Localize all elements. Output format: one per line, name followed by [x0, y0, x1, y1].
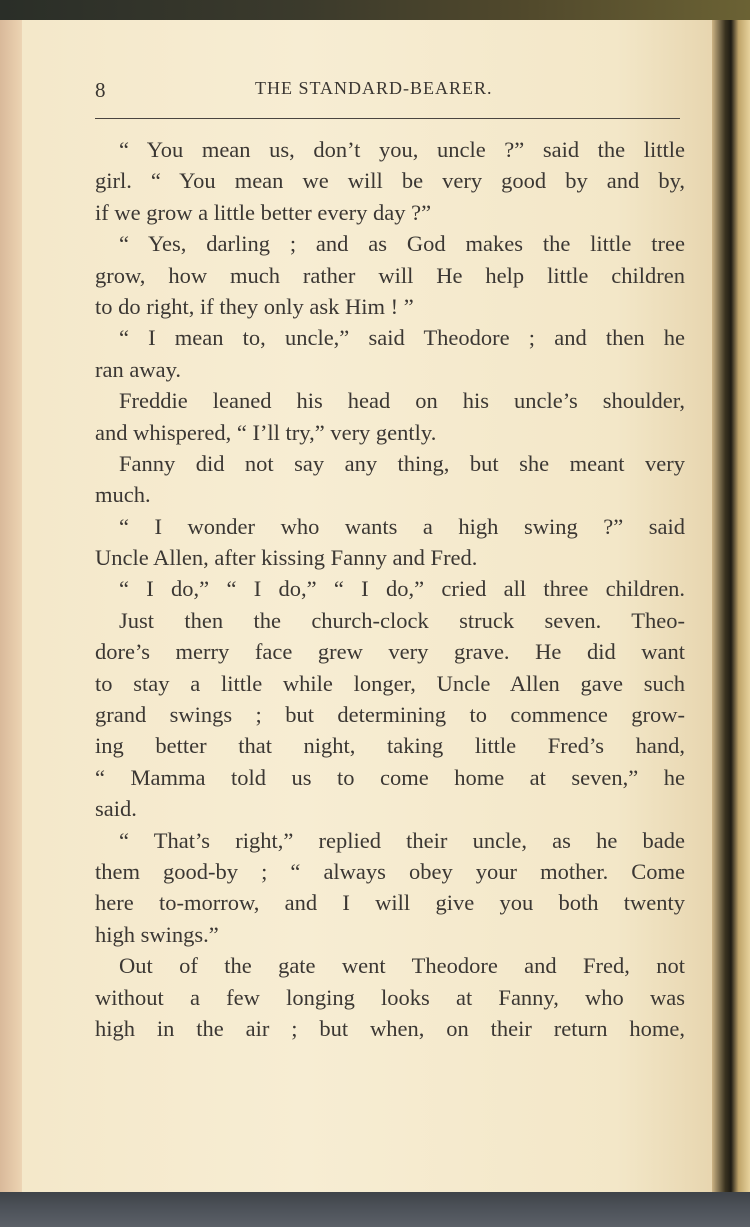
page-number: 8	[95, 78, 106, 102]
text-line: grand swings ; but determining to commence grow-	[95, 702, 685, 728]
page-header	[95, 76, 680, 106]
header-rule	[95, 118, 680, 119]
text-line: Just then the church-clock struck seven. Theo-	[119, 607, 685, 633]
book-spine-edge	[712, 20, 750, 1195]
text-line: “ Mamma told us to come home at seven,” he	[95, 764, 685, 790]
text-line: “ You mean us, don’t you, uncle ?” said the little	[119, 137, 685, 162]
text-line: Freddie leaned his head on his uncle’s shoulder,	[119, 388, 685, 414]
book-top-edge	[0, 0, 750, 22]
text-line: without a few longing looks at Fanny, who was	[95, 984, 685, 1010]
text-line: said.	[95, 796, 137, 822]
text-line: them good-by ; “ always obey your mother. Come	[95, 858, 685, 884]
text-line: high in the air ; but when, on their return home,	[95, 1015, 685, 1041]
text-line: if we grow a little better every day ?”	[95, 199, 432, 225]
text-line: to do right, if they only ask Him ! ”	[95, 293, 414, 319]
text-line: Fanny did not say any thing, but she meant very	[119, 450, 685, 476]
book-bottom-edge	[0, 1192, 750, 1227]
text-line: ing better that night, taking little Fred’s hand,	[95, 733, 685, 759]
text-line: girl. “ You mean we will be very good by and by,	[95, 168, 685, 194]
text-line: ran away.	[95, 356, 181, 382]
text-line: “ Yes, darling ; and as God makes the little tree	[119, 231, 685, 257]
text-line: Out of the gate went Theodore and Fred, not	[119, 953, 685, 979]
text-line: here to-morrow, and I will give you both twenty	[95, 890, 685, 916]
text-line: “ I mean to, uncle,” said Theodore ; and then he	[119, 325, 685, 351]
text-line: to stay a little while longer, Uncle Allen gave such	[95, 670, 685, 696]
text-line: “ That’s right,” replied their uncle, as he bade	[119, 827, 685, 853]
text-line: and whispered, “ I’ll try,” very gently.	[95, 419, 437, 445]
text-line: dore’s merry face grew very grave. He did want	[95, 639, 685, 665]
running-title: THE STANDARD-BEARER.	[255, 78, 493, 98]
text-line: grow, how much rather will He help little children	[95, 262, 685, 288]
body-text	[95, 134, 685, 1044]
text-line: Uncle Allen, after kissing Fanny and Fred.	[95, 545, 478, 571]
text-line: high swings.”	[95, 921, 219, 947]
text-line: “ I wonder who wants a high swing ?” said	[119, 513, 685, 539]
text-line: “ I do,” “ I do,” “ I do,” cried all three children.	[119, 576, 685, 602]
text-line: much.	[95, 482, 151, 508]
